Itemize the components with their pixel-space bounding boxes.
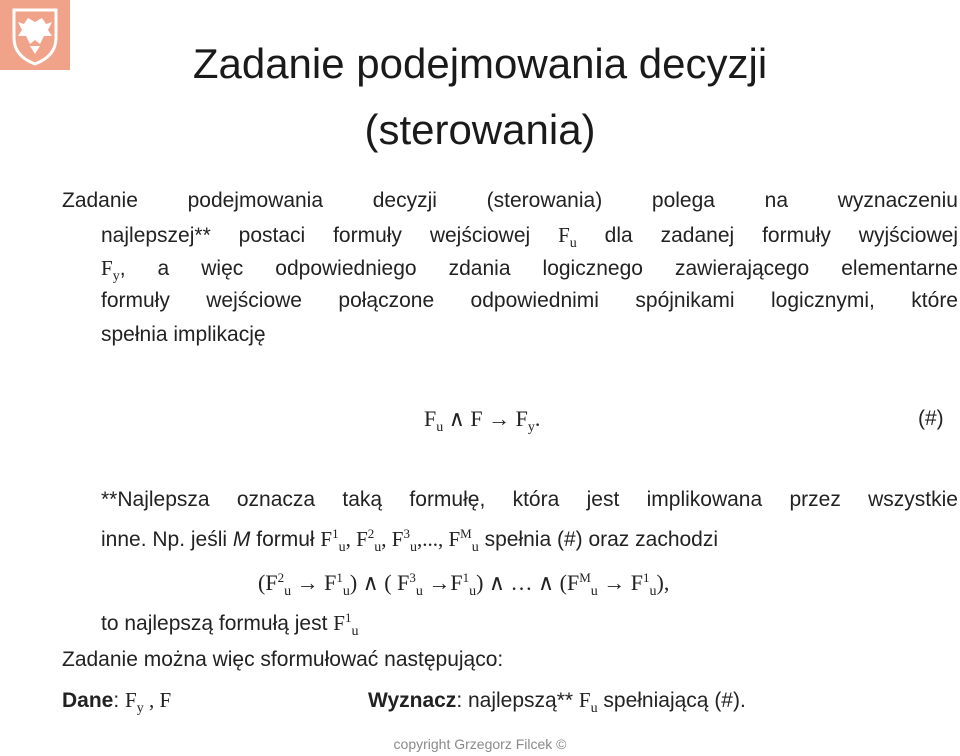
paragraph-line-4: formuły wejściowe połączone odpowiednimi spójnikami logicznymi, które — [101, 289, 958, 312]
formula-label: (#) — [918, 407, 944, 430]
word: podejmowania — [187, 189, 324, 212]
paragraph-line-1 — [62, 188, 958, 214]
word: wyznaczeniu — [837, 189, 958, 212]
word: na — [764, 189, 789, 212]
best-formula-line: to najlepszą formułą jest $F^1_u$ — [101, 610, 359, 639]
word: Zadanie — [62, 189, 138, 212]
note-line-1: **Najlepsza oznacza taką formułę, która jest implikowana przez wszystkie — [101, 488, 958, 511]
symbol-F: F — [558, 223, 570, 247]
formulate-line: Zadanie można więc sformułować następująco: — [62, 648, 504, 671]
given-line: Dane: $F_y$ , F — [62, 688, 172, 716]
implication-formula: $F_u$ ∧ $F \to F_y$. — [424, 406, 541, 435]
note-line-2: inne. Np. jeśli M formuł $F^1_u$, $F^2_u$, $F^3_u$,..., $F^M_u$ spełnia (#) oraz zachodzi — [101, 526, 719, 555]
paragraph-line-5: spełnia implikację — [101, 323, 266, 346]
word: (sterowania) — [486, 189, 603, 212]
find-line: Wyznacz: najlepszą** $F_u$ spełniającą (#). — [368, 688, 746, 716]
symbol-F: F — [101, 256, 113, 280]
given-label: Dane — [62, 689, 114, 712]
best-formula-condition: $(F^2_u \to F^1_u)$ ∧ ( $F^3_u \to F^1_u$) ∧ … ∧ $(F^M_u \to F^1_u)$, — [258, 570, 670, 599]
title-line-1: Zadanie podejmowania decyzji — [192, 40, 768, 87]
paragraph-line-3: $F_y$, a więc odpowiedniego zdania logicznego zawierającego elementarne — [101, 256, 958, 284]
copyright-footer: copyright Grzegorz Filcek © — [393, 736, 567, 752]
subscript-y: y — [112, 269, 120, 284]
arrow-symbol: → — [488, 406, 511, 431]
word: decyzji — [372, 189, 437, 212]
subscript-u: u — [569, 236, 577, 251]
and-symbol: ∧ — [448, 406, 465, 431]
title-line-2: (sterowania) — [364, 106, 596, 153]
paragraph-line-2: najlepszej** postaci formuły wejściowej $F_u$ dla zadanej formuły wyjściowej — [101, 223, 958, 251]
find-label: Wyznacz — [368, 689, 457, 712]
word: polega — [651, 189, 715, 212]
